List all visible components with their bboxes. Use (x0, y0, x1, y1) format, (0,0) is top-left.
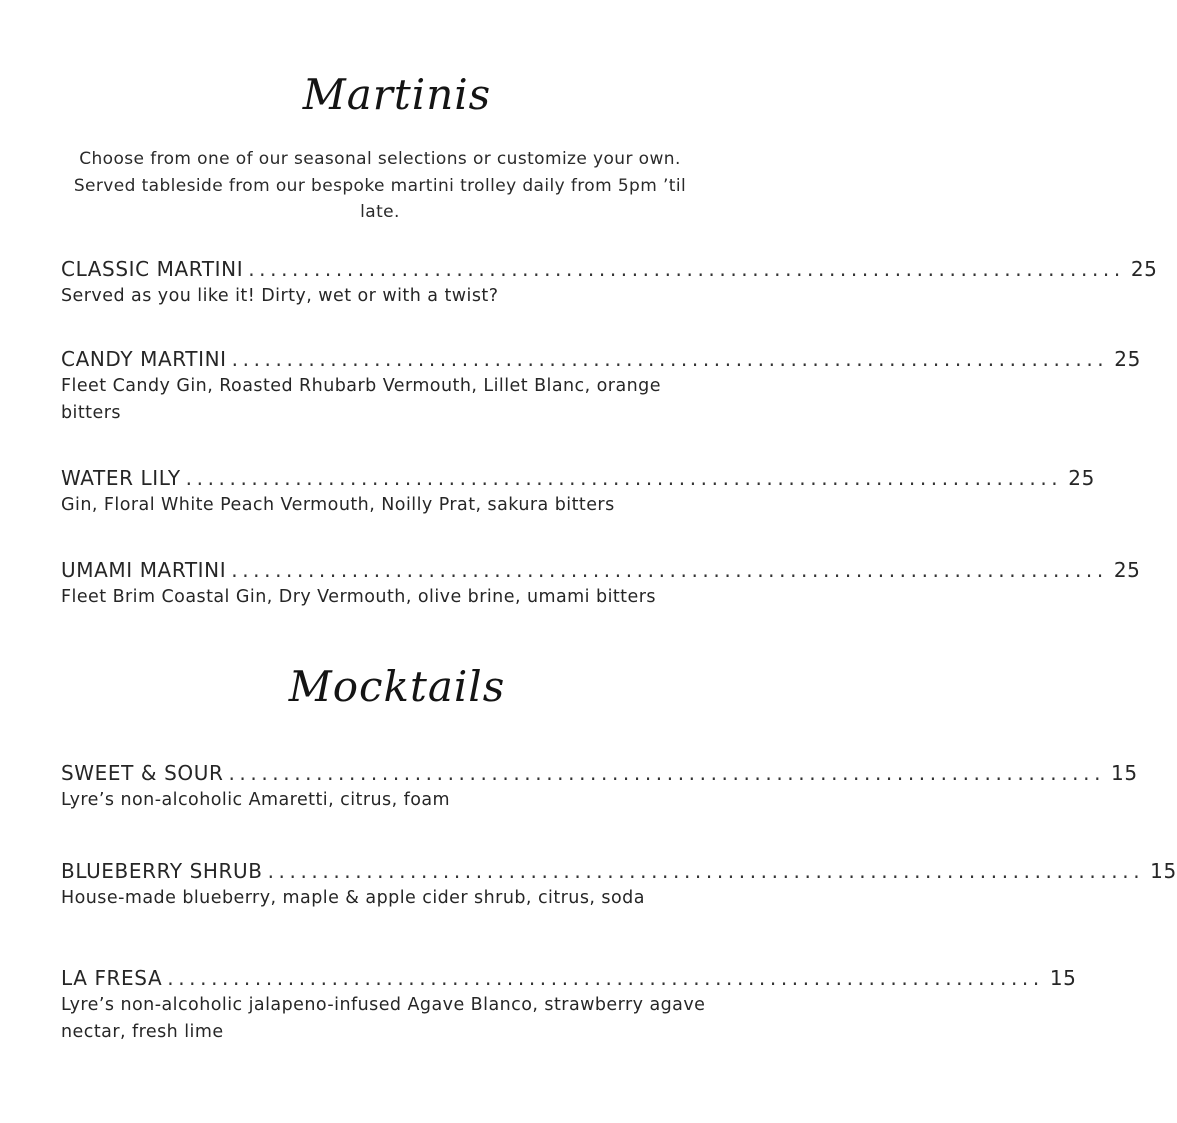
dot-leader: ................................................................................ (231, 347, 1109, 371)
dot-leader: ................................................................................ (231, 558, 1108, 582)
item-name: BLUEBERRY SHRUB (61, 859, 263, 883)
dot-leader: ................................................................................ (167, 966, 1044, 990)
menu-item-water-lily (61, 465, 1095, 519)
item-description: Lyre’s non-alcoholic Amaretti, citrus, foam (61, 790, 451, 810)
item-price: 15 (1049, 966, 1077, 990)
martinis-intro: Choose from one of our seasonal selections or customize your own. Served tableside from our bespoke martini trolley daily from 5pm ’til late. (73, 149, 687, 222)
menu-item-candy-martini (61, 346, 1141, 426)
item-name: CLASSIC MARTINI (61, 257, 244, 281)
item-description: Gin, Floral White Peach Vermouth, Noilly Prat, sakura bitters (61, 495, 615, 515)
item-name: LA FRESA (61, 966, 163, 990)
item-description: Fleet Brim Coastal Gin, Dry Vermouth, olive brine, umami bitters (61, 587, 656, 607)
item-price: 25 (1113, 558, 1141, 582)
dot-leader: ................................................................................ (248, 257, 1125, 281)
item-description: Served as you like it! Dirty, wet or with a twist? (61, 286, 499, 306)
item-price: 25 (1068, 466, 1095, 490)
dot-leader: ................................................................................ (228, 761, 1106, 785)
item-name: WATER LILY (61, 466, 181, 490)
item-name: UMAMI MARTINI (61, 558, 227, 582)
item-description: Lyre’s non-alcoholic jalapeno-infused Agave Blanco, strawberry agave nectar, fresh lime (61, 995, 706, 1042)
item-name: CANDY MARTINI (61, 347, 227, 371)
item-name: SWEET & SOUR (61, 761, 224, 785)
menu-item-classic-martini (61, 256, 1158, 310)
item-price: 25 (1114, 347, 1141, 371)
dot-leader: ................................................................................ (267, 859, 1145, 883)
menu-item-blueberry-shrub (61, 858, 1177, 912)
menu-item-umami-martini (61, 557, 1141, 611)
item-description: Fleet Candy Gin, Roasted Rhubarb Vermouth, Lillet Blanc, orange bitters (61, 376, 661, 423)
item-price: 15 (1150, 859, 1177, 883)
item-price: 15 (1111, 761, 1138, 785)
mocktails-heading: Mocktails (288, 662, 506, 711)
item-description: House-made blueberry, maple & apple cider shrub, citrus, soda (61, 888, 645, 908)
item-price: 25 (1130, 257, 1158, 281)
menu-item-la-fresa (61, 965, 1077, 1045)
martinis-heading: Martinis (302, 70, 492, 119)
dot-leader: ................................................................................ (185, 466, 1063, 490)
menu-item-sweet-sour (61, 760, 1138, 814)
